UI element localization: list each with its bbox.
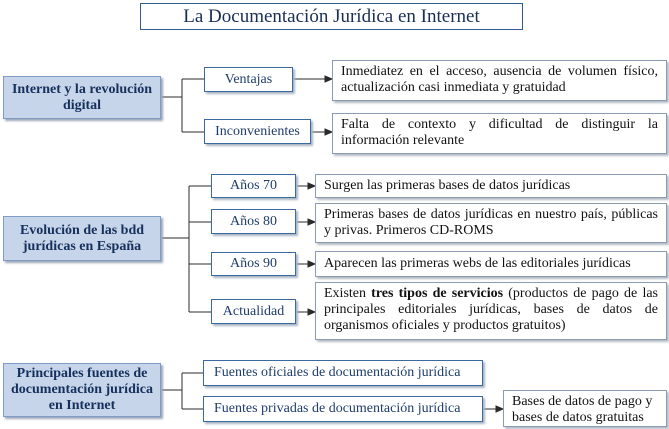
item-anos-70: Años 70 [211, 174, 296, 198]
item-anos-90: Años 90 [211, 252, 296, 276]
desc-actualidad-post: (productos de pago de las principales editoriales jurídicas, bases de datos de organismos oficiales y productos gratuitos) [324, 286, 658, 333]
section-evolucion-bdd: Evolución de las bdd jurídicas en España [3, 216, 161, 261]
desc-inconvenientes: Falta de contexto y dificultad de distinguir la información relevante [332, 113, 667, 154]
desc-anos-80: Primeras bases de datos jurídicas en nuestro país, públicas y privas. Primeros CD-ROMS [315, 203, 667, 243]
desc-fuentes-privadas: Bases de datos de pago y bases de datos gratuitas [503, 390, 667, 427]
diagram-title: La Documentación Jurídica en Internet [140, 3, 523, 30]
item-fuentes-oficiales: Fuentes oficiales de documentación jurídica [203, 360, 483, 386]
section-principales-fuentes: Principales fuentes de documentación jurídica en Internet [3, 363, 161, 417]
desc-actualidad-pre: Existen [324, 286, 372, 301]
desc-ventajas: Inmediatez en el acceso, ausencia de volumen físico, actualización casi inmediata y gratuidad [332, 60, 667, 101]
item-anos-80: Años 80 [211, 209, 296, 234]
section-internet-revolucion: Internet y la revolución digital [3, 76, 161, 119]
item-inconvenientes: Inconvenientes [204, 119, 311, 144]
desc-actualidad-bold: tres tipos de servicios [371, 286, 504, 301]
item-fuentes-privadas: Fuentes privadas de documentación jurídica [203, 396, 483, 422]
desc-anos-90: Aparecen las primeras webs de las editoriales jurídicas [315, 251, 667, 277]
item-ventajas: Ventajas [204, 67, 293, 92]
desc-anos-70: Surgen las primeras bases de datos jurídicas [315, 174, 667, 198]
item-actualidad: Actualidad [211, 299, 296, 324]
desc-actualidad [315, 282, 667, 340]
